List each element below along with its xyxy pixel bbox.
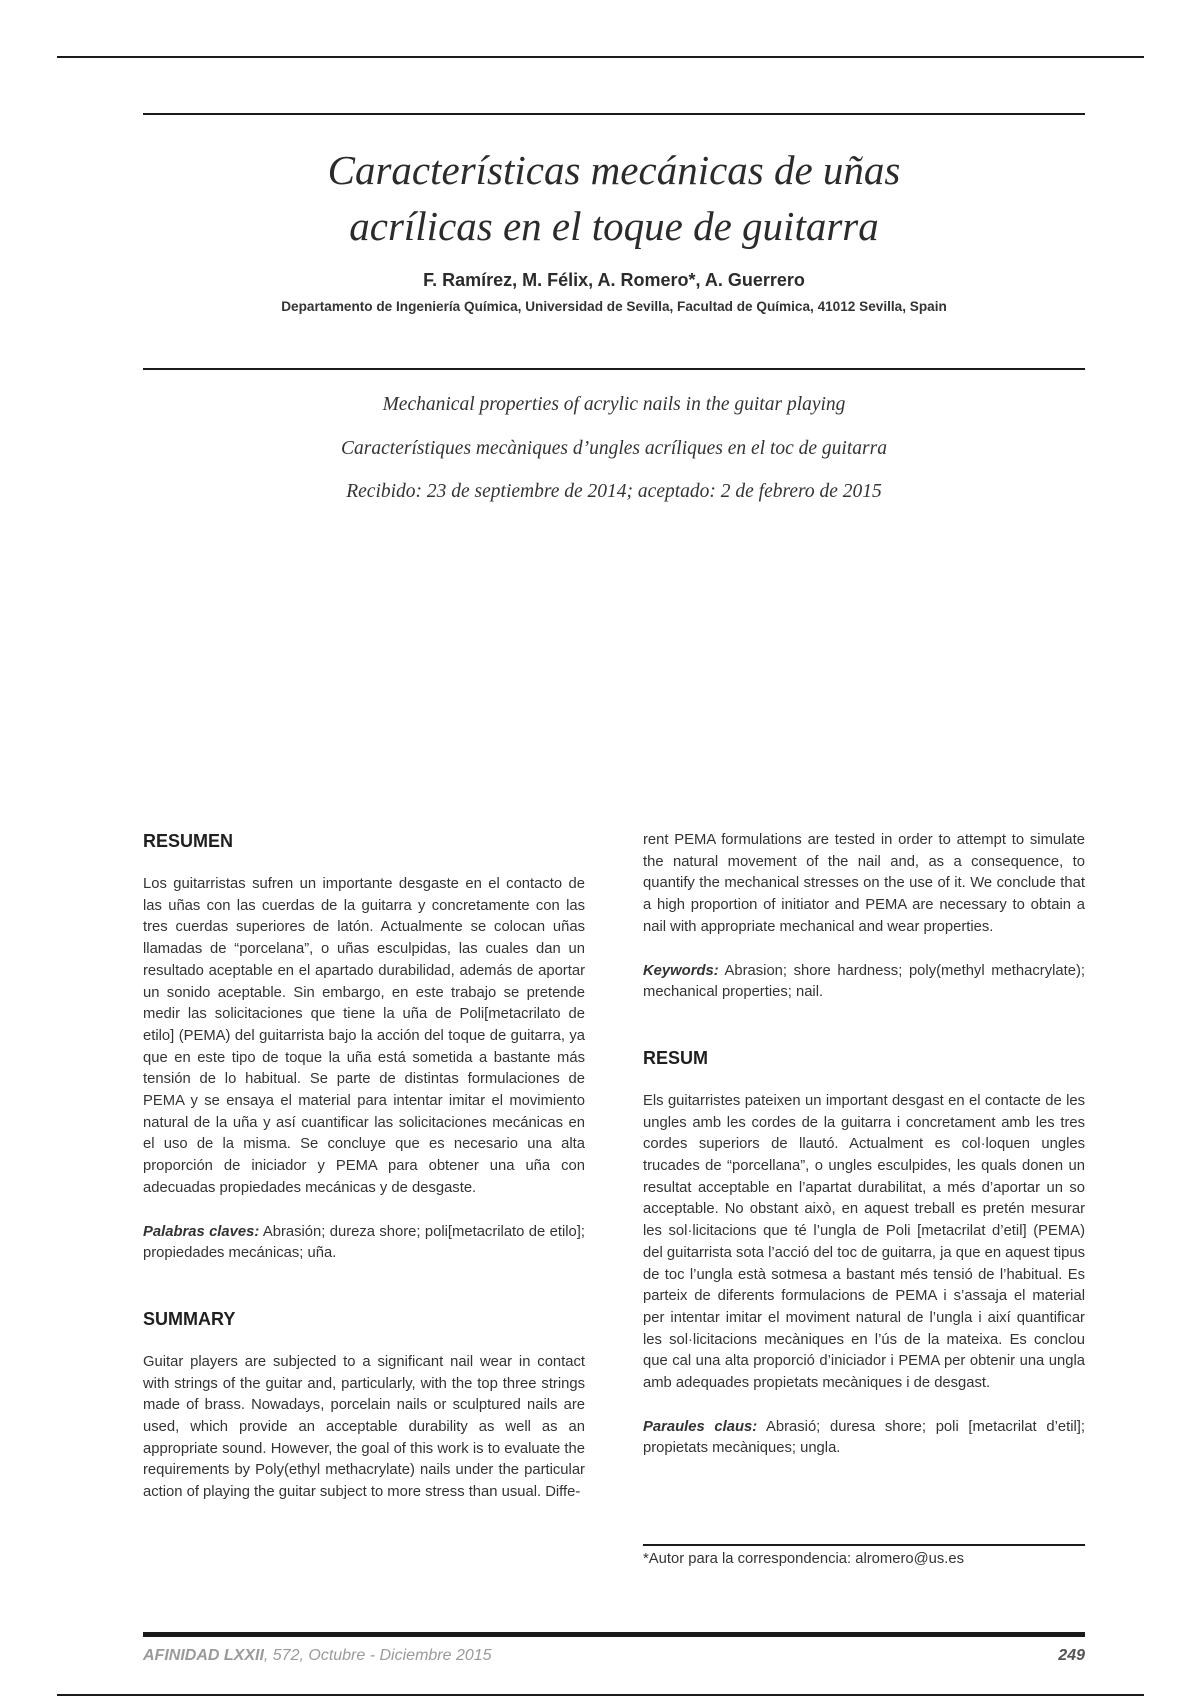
footer-rule — [143, 1632, 1085, 1637]
title-line-2: acrílicas en el toque de guitarra — [349, 203, 879, 249]
footnote-rule — [643, 1544, 1085, 1546]
affiliation: Departamento de Ingeniería Química, Universidad de Sevilla, Facultad de Química, 41012 Sevilla, Spain — [281, 299, 947, 314]
resumen-heading: RESUMEN — [143, 831, 234, 851]
left-column — [143, 830, 585, 1504]
journal-citation — [143, 1647, 492, 1665]
resum-keywords-text: Abrasió; duresa shore; poli [metacrilat d’etil]; propietats mecàniques; ungla. — [643, 1418, 1086, 1457]
summary-keywords-text: Abrasion; shore hardness; poly(methyl methacrylate); mechanical properties; nail. — [643, 962, 1085, 1001]
right-column — [643, 830, 1085, 1460]
summary-body-part2: rent PEMA formulations are tested in order to attempt to simulate the natural movement of the nail and, as a consequence, to quantify the mechanical stresses on the use of it. We conclude that a high proportion of initiator and PEMA are necessary to obtain a nail with appropriate mechanical and wear properties. — [643, 832, 1085, 935]
resumen-keywords-text: Abrasión; dureza shore; poli[metacrilato de etilo]; propiedades mecánicas; uña. — [143, 1223, 585, 1262]
resum-keywords — [643, 1417, 1085, 1460]
resumen-keywords — [143, 1222, 585, 1265]
header-rule — [143, 113, 1085, 115]
journal-name: AFINIDAD LXXII — [143, 1647, 264, 1664]
resum-keywords-label: Paraules claus: — [643, 1418, 758, 1435]
title-divider — [143, 368, 1085, 370]
journal-issue: , 572, Octubre - Diciembre 2015 — [263, 1647, 492, 1664]
summary-keywords — [643, 961, 1085, 1004]
summary-keywords-label: Keywords: — [643, 962, 719, 979]
english-title: Mechanical properties of acrylic nails in the guitar playing — [382, 394, 846, 415]
correspondence-footnote: *Autor para la correspondencia: alromero@us.es — [643, 1551, 964, 1567]
resumen-keywords-label: Palabras claves: — [143, 1223, 260, 1240]
received-dates: Recibido: 23 de septiembre de 2014; aceptado: 2 de febrero de 2015 — [346, 481, 882, 502]
catalan-title: Característiques mecàniques d’ungles acríliques en el toc de guitarra — [341, 438, 887, 459]
article-title — [143, 142, 1085, 254]
authors: F. Ramírez, M. Félix, A. Romero*, A. Guerrero — [423, 270, 805, 290]
top-rule — [57, 56, 1144, 58]
bottom-rule — [57, 1694, 1144, 1696]
page-number: 249 — [1058, 1647, 1085, 1664]
resum-body: Els guitarristes pateixen un important desgast en el contacte de les ungles amb les cordes de la guitarra i concretament amb les tres cordes superiors de llautó. Actualment es col·loquen ungles trucades de “porcellana”, o ungles esculpides, les quals donen un resultat acceptable en l’apartat durabilitat, a més d’aportar un so acceptable. No obstant això, en aquest treball es pretén mesurar les sol·licitacions que té l’ungla de Poli [metacrilat d’etil] (PEMA) del guitarrista sota l’acció del toc de guitarra, ja que en aquest tipus de toc l’ungla està sotmesa a bastant més tensió de l’habitual. Es parteix de diferents formulacions de PEMA i s’assaja el material per intentar imitar el moviment natural de l’ungla i així quantificar les sol·licitacions mecàniques en l’ús de la mateixa. Es conclou que cal una alta proporció d’iniciador i PEMA per obtenir una ungla amb adequades propietats mecàniques i de desgast. — [643, 1092, 1085, 1392]
summary-heading: SUMMARY — [143, 1308, 236, 1329]
summary-body-part1: Guitar players are subjected to a significant nail wear in contact with strings of the guitar and, particularly, with the top three strings made of brass. Nowadays, porcelain nails or sculptured nails are used, which provide an acceptable durability as well as an appropriate sound. However, the goal of this work is to evaluate the requirements by Poly(ethyl methacrylate) nails under the particular action of playing the guitar subject to more stress than usual. Diffe- — [143, 1353, 585, 1501]
resumen-body: Los guitarristas sufren un importante desgaste en el contacto de las uñas con las cuerdas de la guitarra y concretamente con las tres cuerdas superiores de latón. Actualmente se colocan uñas llamadas de “porcelana”, o uñas esculpidas, las cuales dan un resultado aceptable en el apartado durabilidad, además de aportar un sonido aceptable. Sin embargo, en este trabajo se pretende medir las solicitaciones que tiene la uña de Poli[metacrilato de etilo] (PEMA) del guitarrista bajo la acción del toque de guitarra, ya que en este tipo de toque la uña está sometida a bastante más tensión de lo habitual. Se parte de distintas formulaciones de PEMA y se ensaya el material para intentar imitar el movimiento natural de la uña y así cuantificar las solicitaciones mecánicas en el uso de la misma. Se concluye que es necesario una alta proporción de iniciador y PEMA para obtener una uña con adecuadas propiedades mecánicas y de desgaste. — [143, 876, 585, 1196]
title-line-1: Características mecánicas de uñas — [327, 147, 901, 193]
resum-heading: RESUM — [643, 1047, 709, 1068]
